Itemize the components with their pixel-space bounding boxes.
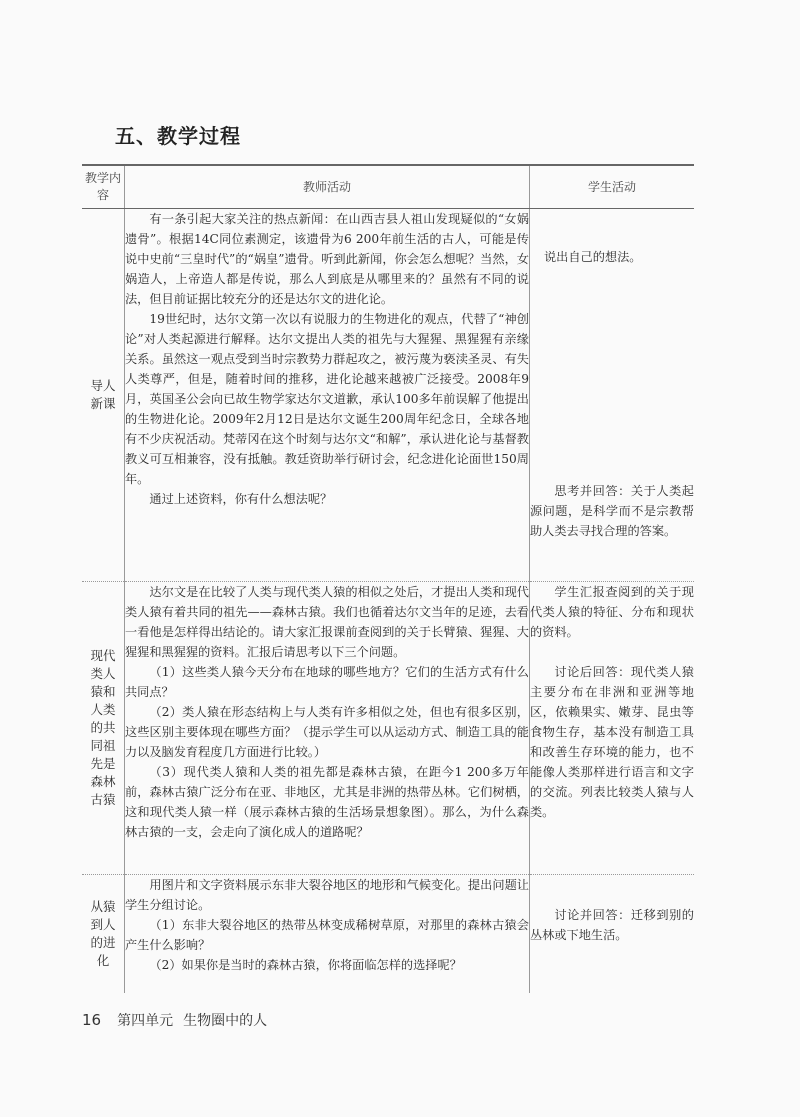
teacher-paragraph: （3）现代类人猿和人类的祖先都是森林古猿，在距今1 200多万年前，森林古猿广泛分布在亚、非地区，尤其是非洲的热带丛林。它们树栖，这和现代类人猿一样（展示森林古猿的生活场景想象图）。那么，为什么森林古猿的一支，会走向了演化成人的道路呢？ [125, 765, 529, 839]
topic-cell [82, 209, 125, 582]
topic-label: 现代类人猿和人类的共同祖先是森林古猿 [90, 648, 116, 807]
topic-label: 从猿到人的进化 [90, 899, 116, 968]
student-paragraph: 讨论并回答：迁移到别的丛林或下地生活。 [530, 908, 694, 942]
topic-cell [82, 582, 125, 875]
topic-label: 导人新课 [90, 378, 116, 411]
teacher-paragraph: 达尔文是在比较了人类与现代类人猿的相似之处后，才提出人类和现代类人猿有着共同的祖先——森林古猿。我们也循着达尔文当年的足迹，去看一看他是怎样得出结论的。请大家汇报课前查阅到的关于长臂猿、猩猩、大猩猩和黑猩猩的资料。汇报后请思考以下三个问题。 [125, 585, 529, 659]
teacher-paragraph: 19世纪时，达尔文第一次以有说服力的生物进化的观点，代替了“神创论”对人类起源进行解释。达尔文提出人类的祖先与大猩猩、黑猩猩有亲缘关系。虽然这一观点受到当时宗教势力群起攻之，被污蔑为亵渎圣灵、有失人类尊严，但是，随着时间的推移，进化论越来越被广泛接受。2008年9月，英国圣公会向已故生物学家达尔文道歉，承认100多年前误解了他提出的生物进化论。2009年2月12日是达尔文诞生200周年纪念日，全球各地有不少庆祝活动。梵蒂冈在这个时刻与达尔文“和解”，承认进化论与基督教教义可互相兼容，没有抵触。教廷资助举行研讨会，纪念进化论面世150周年。 [125, 312, 529, 486]
student-activity-cell [530, 209, 695, 582]
table-header-row [82, 165, 694, 209]
header-student-activity: 学生活动 [530, 165, 695, 209]
header-content: 教学内容 [82, 165, 125, 209]
teacher-paragraph: （2）如果你是当时的森林古猿，你将面临怎样的选择呢？ [149, 958, 462, 972]
student-paragraph: 说出自己的想法。 [544, 250, 642, 264]
teacher-paragraph: （2）类人猿在形态结构上与人类有许多相似之处，但也有很多区别，这些区别主要体现在哪些方面？（提示学生可以从运动方式、制造工具的能力以及脑发育程度几方面进行比较。） [125, 705, 529, 759]
header-teacher-activity: 教师活动 [125, 165, 530, 209]
teacher-paragraph: （1）东非大裂谷地区的热带丛林变成稀树草原，对那里的森林古猿会产生什么影响？ [125, 918, 529, 952]
student-activity-cell [530, 875, 695, 994]
topic-cell [82, 875, 125, 994]
table-row [82, 875, 694, 994]
teacher-activity-cell [125, 209, 530, 582]
page-number: 16 [82, 1011, 102, 1029]
table-row [82, 209, 694, 582]
footer-chapter: 生物圈中的人 [183, 1013, 268, 1029]
student-paragraph: 学生汇报查阅到的关于现代类人猿的特征、分布和现状的资料。 [530, 585, 694, 639]
student-activity-cell [530, 582, 695, 875]
teacher-activity-cell [125, 875, 530, 994]
teacher-paragraph: 有一条引起大家关注的热点新闻：在山西吉县人祖山发现疑似的“女娲遗骨”。根据14C同位素测定，该遗骨为6 200年前生活的古人，可能是传说中史前“三皇时代”的“娲皇”遗骨。听到此新闻，你会怎么想呢？当然，女娲造人，上帝造人都是传说，那么人到底是从哪里来的？虽然有不同的说法，但目前证据比较充分的还是达尔文的进化论。 [125, 212, 529, 306]
teacher-paragraph: 用图片和文字资料展示东非大裂谷地区的地形和气候变化。提出问题让学生分组讨论。 [125, 878, 529, 912]
teacher-paragraph: 通过上述资料，你有什么想法呢？ [149, 492, 333, 506]
student-paragraph: 讨论后回答：现代类人猿主要分布在非洲和亚洲等地区，依赖果实、嫩芽、昆虫等食物生存，基本没有制造工具和改善生存环境的能力，也不能像人类那样进行语言和文字的交流。列表比较类人猿与人类。 [530, 665, 694, 819]
student-paragraph: 思考并回答：关于人类起源问题，是科学而不是宗教帮助人类去寻找合理的答案。 [530, 484, 694, 538]
teacher-activity-cell [125, 582, 530, 875]
page-footer [82, 1010, 267, 1030]
table-row [82, 582, 694, 875]
footer-unit: 第四单元 [117, 1013, 174, 1029]
teacher-paragraph: （1）这些类人猿今天分布在地球的哪些地方？它们的生活方式有什么共同点？ [125, 665, 529, 699]
teaching-process-table [82, 164, 694, 993]
section-title: 五、教学过程 [115, 124, 241, 148]
